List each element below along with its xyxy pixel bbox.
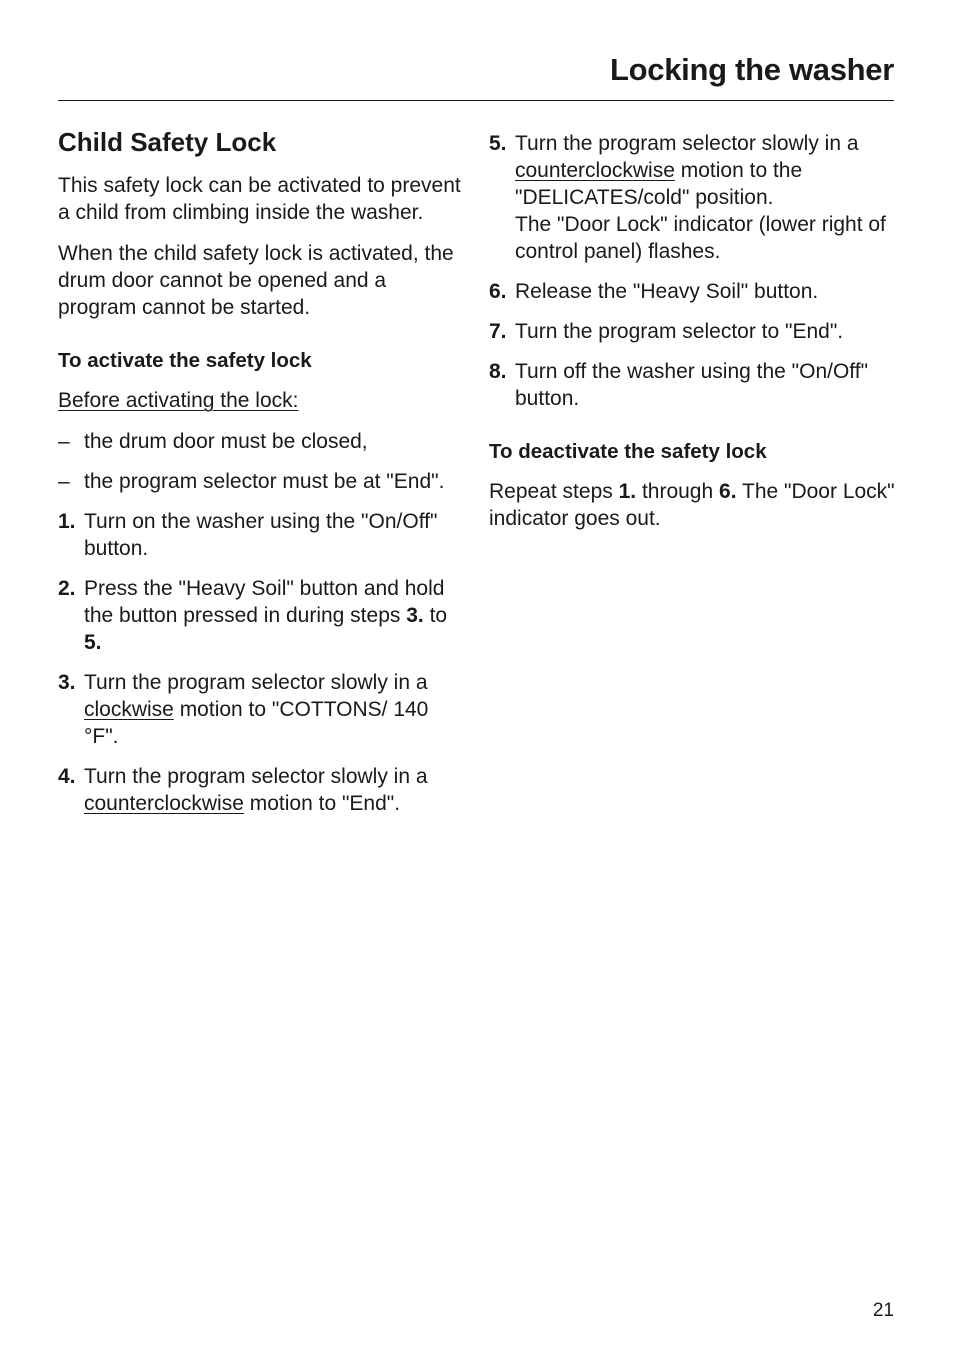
step-text: motion to the "DELICATES/cold" position.	[515, 159, 803, 209]
step-number: 8.	[489, 360, 507, 383]
step-text: motion to "End".	[243, 792, 401, 815]
deactivate-text: Repeat steps	[489, 480, 619, 503]
deactivate-paragraph	[489, 478, 899, 532]
step-text: Turn the program selector slowly in a	[515, 132, 859, 155]
step-4	[58, 763, 468, 817]
page-number: 21	[872, 1300, 894, 1321]
step-6	[489, 278, 899, 305]
condition-item	[58, 468, 468, 495]
step-3	[58, 669, 468, 750]
step-number: 6.	[489, 280, 507, 303]
activate-heading: To activate the safety lock	[58, 349, 312, 372]
step-5	[489, 130, 899, 265]
direction-term: clockwise	[84, 698, 174, 721]
step-ref: 1.	[618, 480, 637, 503]
before-label-text: Before activating the lock:	[58, 389, 299, 412]
step-number: 1.	[58, 510, 76, 533]
section-heading: Child Safety Lock	[58, 127, 277, 157]
step-text: Turn the program selector to "End".	[515, 320, 844, 343]
step-text: to	[423, 604, 448, 627]
step-ref: 6.	[719, 480, 737, 503]
condition-text: the drum door must be closed,	[84, 430, 368, 453]
deactivate-text: The "Door Lock" indicator goes out.	[489, 480, 895, 530]
step-ref: 3.	[406, 604, 424, 627]
step-note: The "Door Lock" indicator (lower right of control panel) flashes.	[515, 213, 886, 263]
intro-paragraph-1: This safety lock can be activated to prevent a child from climbing inside the washer.	[58, 174, 461, 224]
condition-item	[58, 428, 468, 455]
step-8	[489, 358, 899, 412]
deactivate-heading: To deactivate the safety lock	[489, 440, 767, 463]
step-text: Turn the program selector slowly in a	[84, 765, 428, 788]
step-text: Press the "Heavy Soil" button and hold the button pressed in during steps	[84, 577, 445, 627]
step-number: 2.	[58, 577, 76, 600]
deactivate-text: through	[636, 480, 720, 503]
dash-marker: –	[58, 470, 70, 493]
step-number: 4.	[58, 765, 76, 788]
direction-term: counterclockwise	[84, 792, 244, 815]
step-1	[58, 508, 468, 562]
step-text: Turn on the washer using the "On/Off" button.	[84, 510, 438, 560]
step-text: Turn the program selector slowly in a	[84, 671, 428, 694]
before-label	[58, 387, 468, 414]
step-number: 5.	[489, 132, 507, 155]
left-column	[58, 122, 468, 830]
step-7	[489, 318, 899, 345]
header-rule	[58, 100, 894, 101]
intro-paragraph-2: When the child safety lock is activated, the drum door cannot be opened and a program cannot be started.	[58, 242, 454, 319]
condition-text: the program selector must be at "End".	[84, 470, 445, 493]
step-number: 3.	[58, 671, 76, 694]
step-text: Turn off the washer using the "On/Off" button.	[515, 360, 869, 410]
direction-term: counterclockwise	[515, 159, 675, 182]
right-column	[489, 122, 899, 546]
step-number: 7.	[489, 320, 507, 343]
dash-marker: –	[58, 430, 70, 453]
page-title: Locking the washer	[610, 52, 894, 87]
step-2	[58, 575, 468, 656]
step-text: Release the "Heavy Soil" button.	[515, 280, 819, 303]
step-text: motion to "COTTONS/ 140 °F".	[84, 698, 429, 748]
step-ref: 5.	[84, 631, 102, 654]
